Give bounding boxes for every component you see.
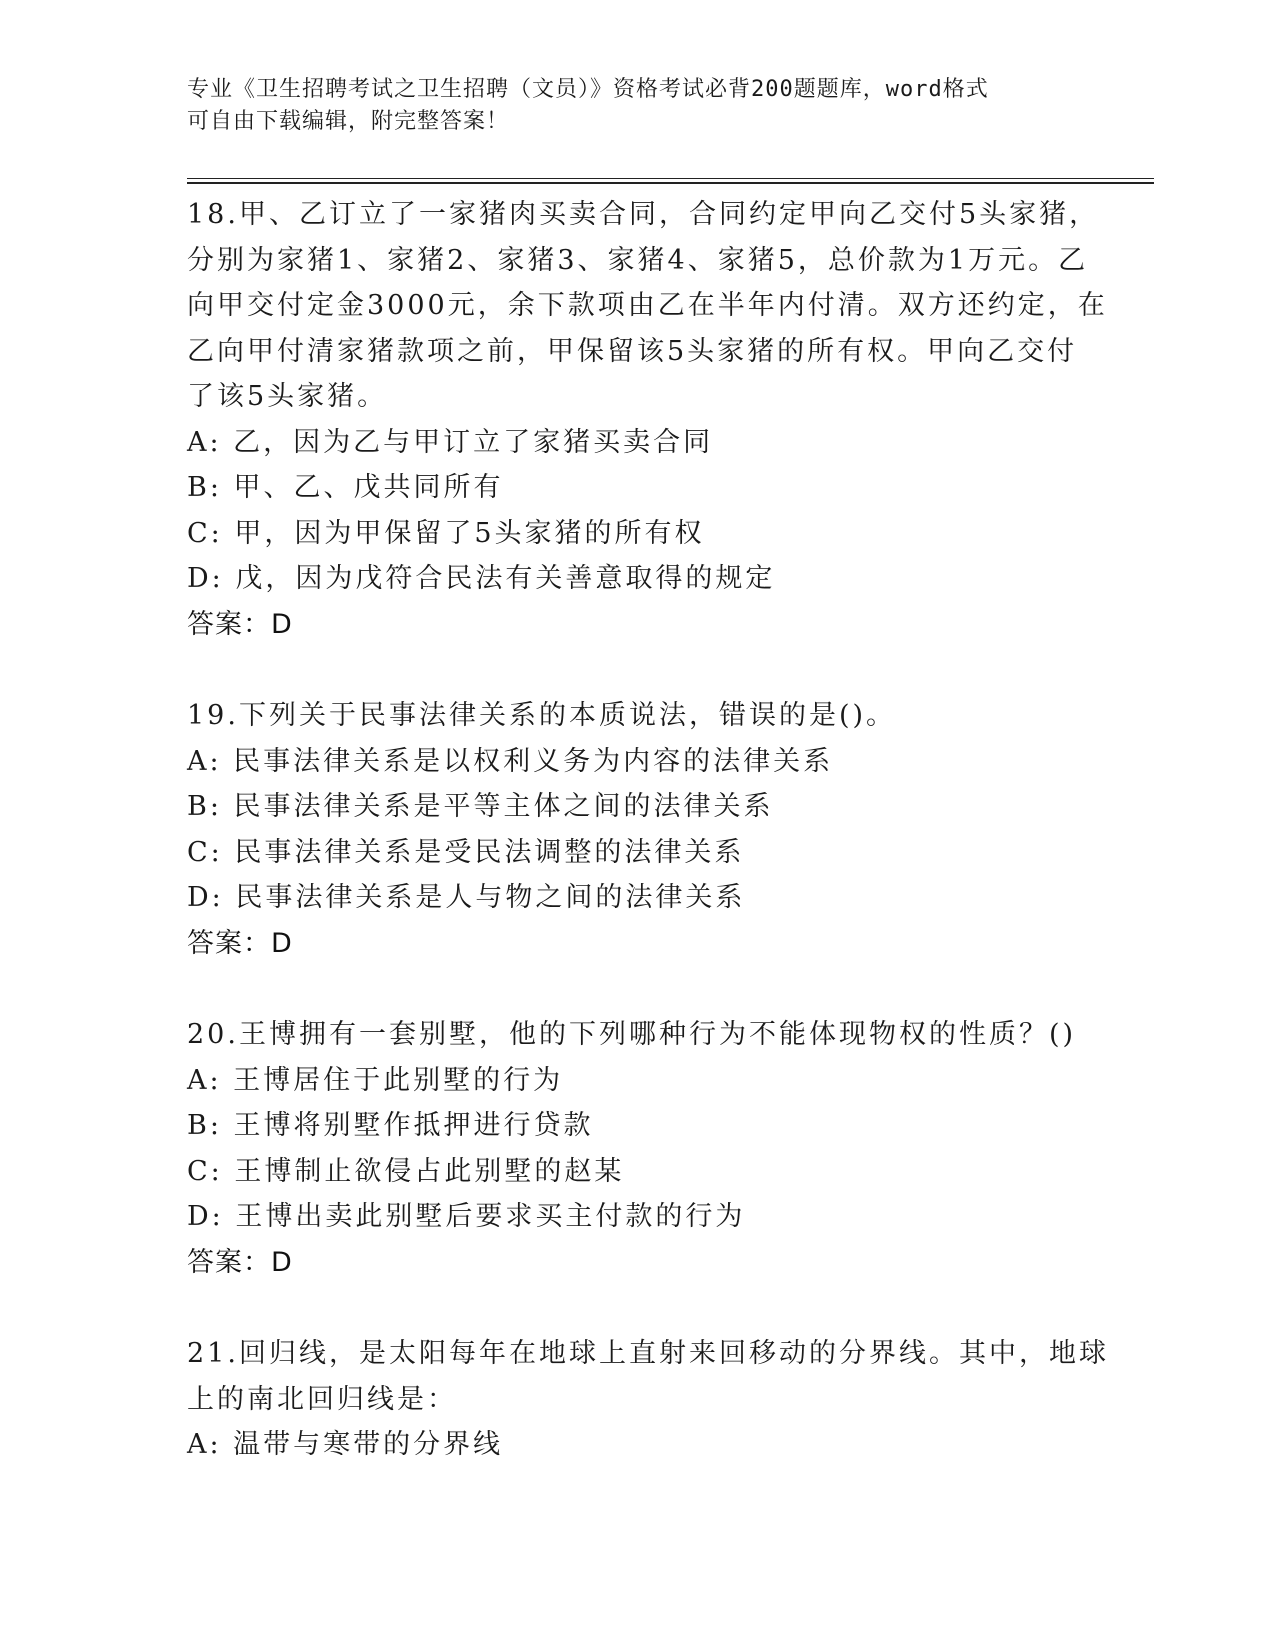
header-line-2: 可自由下载编辑，附完整答案！ — [187, 109, 510, 134]
header-divider-thin — [187, 178, 1154, 179]
question-stem-line: 21.回归线，是太阳每年在地球上直射来回移动的分界线。其中，地球 — [187, 1338, 1109, 1369]
answer-label: 答案：D — [187, 1246, 293, 1278]
question-21 — [187, 1331, 1109, 1468]
question-18 — [187, 192, 1108, 647]
answer-label: 答案：D — [187, 927, 293, 959]
option-d: D: 王博出卖此别墅后要求买主付款的行为 — [187, 1201, 746, 1232]
question-stem-line: 18.甲、乙订立了一家猪肉买卖合同，合同约定甲向乙交付5头家猪， — [187, 199, 1100, 230]
answer-label: 答案：D — [187, 608, 293, 640]
question-20 — [187, 1012, 1087, 1285]
option-b: B: 甲、乙、戊共同所有 — [187, 472, 504, 503]
option-b: B: 民事法律关系是平等主体之间的法律关系 — [187, 791, 774, 822]
header-divider-thick — [187, 182, 1154, 184]
option-a: A: 王博居住于此别墅的行为 — [187, 1064, 564, 1096]
question-stem-line: 19.下列关于民事法律关系的本质说法，错误的是()。 — [187, 700, 897, 731]
option-c: C: 民事法律关系是受民法调整的法律关系 — [187, 836, 745, 868]
question-stem-line: 分别为家猪1、家猪2、家猪3、家猪4、家猪5，总价款为1万元。乙 — [187, 244, 1089, 276]
option-c: C: 王博制止欲侵占此别墅的赵某 — [187, 1155, 625, 1187]
header-line-1: 专业《卫生招聘考试之卫生招聘（文员）》资格考试必背200题题库，word格式 — [187, 77, 989, 102]
question-stem-line: 向甲交付定金3000元，余下款项由乙在半年内付清。双方还约定，在 — [187, 290, 1108, 321]
document-header — [187, 74, 1087, 138]
question-list — [187, 192, 1109, 1468]
question-stem-line: 了该5头家猪。 — [187, 381, 388, 412]
question-stem-line: 上的南北回归线是： — [187, 1383, 457, 1415]
option-d: D: 戊，因为戊符合民法有关善意取得的规定 — [187, 563, 776, 594]
option-c: C: 甲，因为甲保留了5头家猪的所有权 — [187, 517, 705, 549]
option-d: D: 民事法律关系是人与物之间的法律关系 — [187, 882, 746, 913]
question-stem-line: 20.王博拥有一套别墅，他的下列哪种行为不能体现物权的性质？() — [187, 1019, 1077, 1050]
option-a: A: 民事法律关系是以权利义务为内容的法律关系 — [187, 745, 834, 777]
option-a: A: 温带与寒带的分界线 — [187, 1429, 504, 1460]
option-a: A: 乙，因为乙与甲订立了家猪买卖合同 — [187, 426, 714, 458]
question-19 — [187, 693, 1087, 966]
option-b: B: 王博将别墅作抵押进行贷款 — [187, 1110, 594, 1141]
question-stem-line: 乙向甲付清家猪款项之前，甲保留该5头家猪的所有权。甲向乙交付 — [187, 335, 1078, 367]
